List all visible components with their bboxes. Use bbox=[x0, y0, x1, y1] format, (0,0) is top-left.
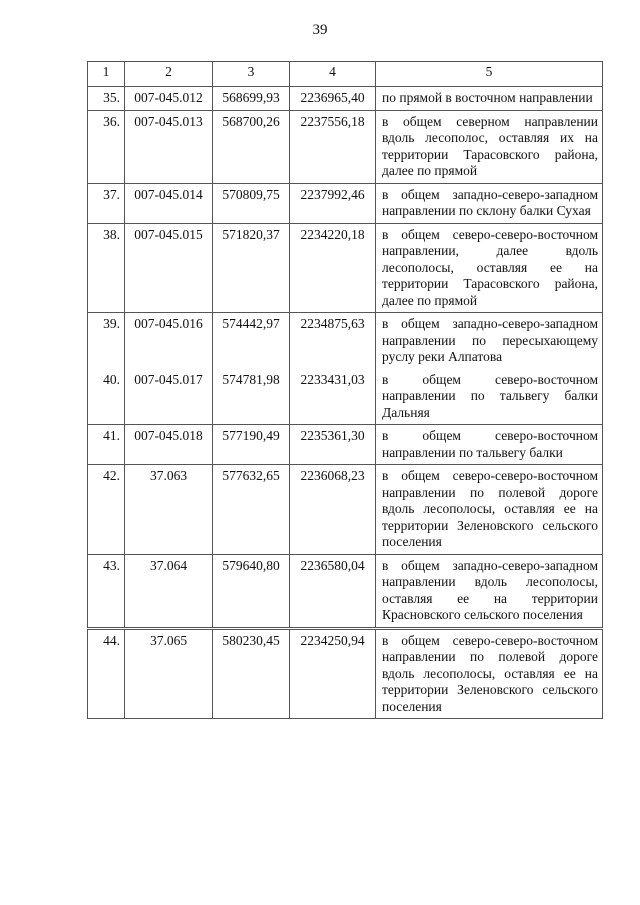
route-description: в общем западно-северо-западном направлении вдоль лесополосы, оставляя ее на территории Красновского сельского поселения bbox=[376, 554, 603, 628]
x-coordinate: 568699,93 bbox=[213, 87, 290, 111]
x-coordinate: 577190,49 bbox=[213, 425, 290, 465]
point-code: 007-045.015 bbox=[125, 223, 213, 313]
table-row bbox=[88, 87, 603, 111]
y-coordinate: 2233431,03 bbox=[290, 369, 376, 425]
table-row bbox=[88, 223, 603, 313]
page-number: 39 bbox=[312, 22, 328, 38]
x-coordinate: 580230,45 bbox=[213, 628, 290, 719]
table-row bbox=[88, 369, 603, 425]
row-number: 41. bbox=[88, 425, 125, 465]
y-coordinate: 2237556,18 bbox=[290, 110, 376, 183]
row-number: 36. bbox=[88, 110, 125, 183]
point-code: 007-045.018 bbox=[125, 425, 213, 465]
table-row bbox=[88, 465, 603, 555]
y-coordinate: 2236068,23 bbox=[290, 465, 376, 555]
row-number: 38. bbox=[88, 223, 125, 313]
column-header: 5 bbox=[376, 62, 603, 87]
column-header: 3 bbox=[213, 62, 290, 87]
y-coordinate: 2236580,04 bbox=[290, 554, 376, 628]
row-number: 44. bbox=[88, 628, 125, 719]
table-row bbox=[88, 425, 603, 465]
x-coordinate: 574781,98 bbox=[213, 369, 290, 425]
point-code: 37.064 bbox=[125, 554, 213, 628]
point-code: 37.063 bbox=[125, 465, 213, 555]
route-description: в общем северо-восточном направлении по тальвегу балки bbox=[376, 425, 603, 465]
y-coordinate: 2234875,63 bbox=[290, 313, 376, 369]
point-code: 37.065 bbox=[125, 628, 213, 719]
row-number: 37. bbox=[88, 183, 125, 223]
y-coordinate: 2237992,46 bbox=[290, 183, 376, 223]
row-number: 42. bbox=[88, 465, 125, 555]
row-number: 35. bbox=[88, 87, 125, 111]
table-row bbox=[88, 554, 603, 628]
route-description: в общем западно-северо-западном направлении по склону балки Сухая bbox=[376, 183, 603, 223]
table-row bbox=[88, 110, 603, 183]
route-description: в общем северо-северо-восточном направлении по полевой дороге вдоль лесополосы, оставляя ее на территории Зеленовского сельского поселения bbox=[376, 628, 603, 719]
table-row bbox=[88, 628, 603, 719]
route-description: в общем северо-северо-восточном направлении, далее вдоль лесополосы, оставляя ее на территории Тарасовского района, далее по прямой bbox=[376, 223, 603, 313]
y-coordinate: 2234220,18 bbox=[290, 223, 376, 313]
route-description: в общем западно-северо-западном направлении по пересыхающему руслу реки Алпатова bbox=[376, 313, 603, 369]
row-number: 43. bbox=[88, 554, 125, 628]
x-coordinate: 571820,37 bbox=[213, 223, 290, 313]
table-row bbox=[88, 183, 603, 223]
x-coordinate: 577632,65 bbox=[213, 465, 290, 555]
route-description: в общем северном направлении вдоль лесополос, оставляя их на территории Тарасовского района, далее по прямой bbox=[376, 110, 603, 183]
y-coordinate: 2234250,94 bbox=[290, 628, 376, 719]
route-description: по прямой в восточном направлении bbox=[376, 87, 603, 111]
y-coordinate: 2236965,40 bbox=[290, 87, 376, 111]
x-coordinate: 579640,80 bbox=[213, 554, 290, 628]
point-code: 007-045.017 bbox=[125, 369, 213, 425]
point-code: 007-045.014 bbox=[125, 183, 213, 223]
table-row bbox=[88, 313, 603, 369]
row-number: 40. bbox=[88, 369, 125, 425]
x-coordinate: 568700,26 bbox=[213, 110, 290, 183]
point-code: 007-045.012 bbox=[125, 87, 213, 111]
y-coordinate: 2235361,30 bbox=[290, 425, 376, 465]
table-header-row bbox=[88, 62, 603, 87]
x-coordinate: 570809,75 bbox=[213, 183, 290, 223]
column-header: 1 bbox=[88, 62, 125, 87]
row-number: 39. bbox=[88, 313, 125, 369]
route-description: в общем северо-северо-восточном направлении по полевой дороге вдоль лесополосы, оставляя ее на территории Зеленовского сельского поселения bbox=[376, 465, 603, 555]
column-header: 2 bbox=[125, 62, 213, 87]
column-header: 4 bbox=[290, 62, 376, 87]
point-code: 007-045.016 bbox=[125, 313, 213, 369]
route-description: в общем северо-восточном направлении по тальвегу балки Дальняя bbox=[376, 369, 603, 425]
boundary-points-table bbox=[87, 61, 603, 719]
point-code: 007-045.013 bbox=[125, 110, 213, 183]
x-coordinate: 574442,97 bbox=[213, 313, 290, 369]
